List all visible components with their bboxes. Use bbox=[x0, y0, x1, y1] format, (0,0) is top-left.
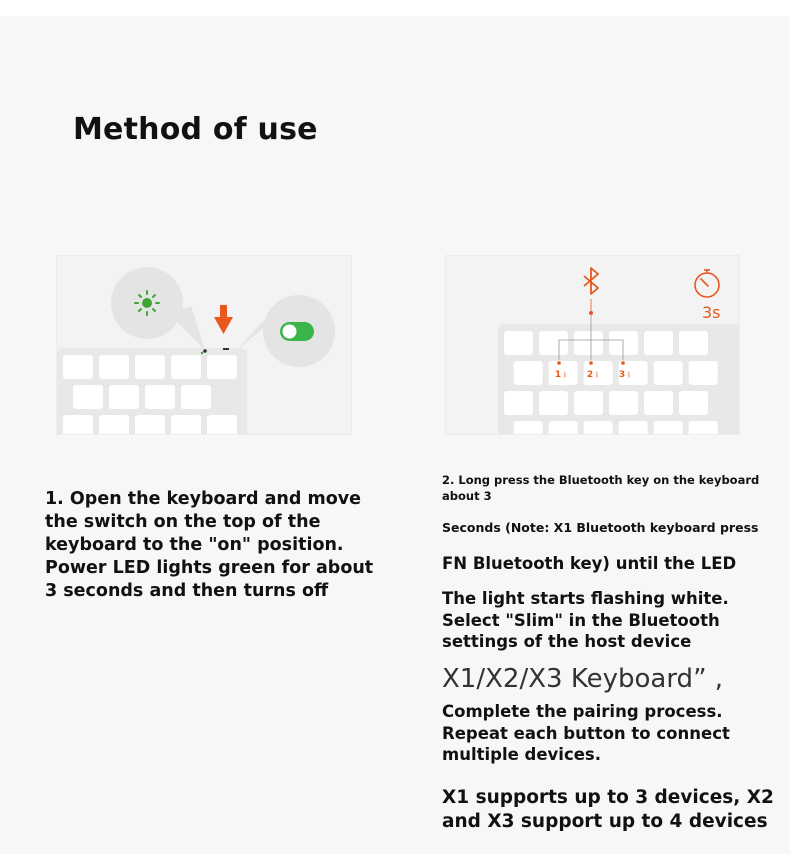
keyboard-key bbox=[644, 391, 673, 415]
down-arrow-icon bbox=[214, 305, 233, 334]
bluetooth-pairing-illustration bbox=[445, 255, 740, 435]
keyboard-key bbox=[109, 385, 139, 409]
power-switch-illustration bbox=[56, 255, 352, 435]
keyboard-key bbox=[689, 421, 718, 434]
keyboard-illustration bbox=[57, 256, 351, 434]
sun-icon bbox=[135, 291, 159, 315]
keyboard-key bbox=[504, 331, 533, 355]
switch-slot bbox=[223, 348, 229, 350]
keyboard-key bbox=[679, 391, 708, 415]
timer-icon bbox=[695, 270, 719, 297]
svg-text:ᛒ: ᛒ bbox=[563, 371, 568, 379]
svg-text:ᛒ: ᛒ bbox=[595, 371, 600, 379]
keyboard-key bbox=[207, 415, 237, 434]
keyboard-key bbox=[679, 331, 708, 355]
keyboard-key bbox=[145, 385, 175, 409]
keyboard-key bbox=[63, 415, 93, 434]
keyboard-key bbox=[514, 361, 543, 385]
step2-keyboard-name: X1/X2/X3 Keyboard” , bbox=[442, 664, 724, 694]
timer-label: 3s bbox=[702, 303, 721, 322]
keyboard-keys bbox=[57, 348, 247, 434]
step2-line4: The light starts flashing white. Select "Slim" in the Bluetooth settings of the host device bbox=[442, 589, 729, 651]
bluetooth-icon bbox=[584, 268, 598, 294]
power-led bbox=[203, 349, 207, 353]
keyboard-illustration bbox=[446, 256, 739, 434]
keyboard-key bbox=[504, 391, 533, 415]
page-title: Method of use bbox=[73, 112, 318, 147]
keyboard-key bbox=[63, 355, 93, 379]
keyboard-key bbox=[584, 421, 613, 434]
step1-text: 1. Open the keyboard and move the switch on the top of the keyboard to the "on" position. Power LED lights green for about 3 seconds and then turns off bbox=[45, 489, 374, 601]
step2-line2: Seconds (Note: X1 Bluetooth keyboard press bbox=[442, 520, 759, 535]
toggle-on-icon bbox=[280, 322, 314, 341]
keyboard-key bbox=[574, 331, 603, 355]
keyboard-key bbox=[99, 415, 129, 434]
step2-line7: X1 supports up to 3 devices, X2 and X3 support up to 4 devices bbox=[442, 787, 774, 832]
step2-line3: FN Bluetooth key) until the LED bbox=[442, 554, 737, 573]
bluetooth-key-dot bbox=[589, 311, 593, 315]
keyboard-key bbox=[574, 391, 603, 415]
keyboard-key bbox=[654, 361, 683, 385]
keyboard-key bbox=[609, 391, 638, 415]
keyboard-key bbox=[689, 361, 718, 385]
keyboard-key bbox=[619, 421, 648, 434]
keyboard-key bbox=[135, 355, 165, 379]
keyboard-key bbox=[171, 355, 201, 379]
keyboard-key bbox=[171, 415, 201, 434]
keyboard-key bbox=[73, 385, 103, 409]
top-band bbox=[0, 0, 790, 16]
step2-line6: Complete the pairing process. Repeat each button to connect multiple devices. bbox=[442, 702, 730, 764]
keyboard-key bbox=[514, 421, 543, 434]
key-label-2: 2 bbox=[586, 370, 594, 380]
keyboard-key bbox=[99, 355, 129, 379]
keyboard-key bbox=[207, 355, 237, 379]
keyboard-key bbox=[609, 331, 638, 355]
keyboard-key bbox=[539, 331, 568, 355]
keyboard-key bbox=[539, 391, 568, 415]
step2-line1: 2. Long press the Bluetooth key on the keyboard about 3 bbox=[442, 473, 760, 503]
keyboard-key bbox=[135, 415, 165, 434]
keyboard-key bbox=[181, 385, 211, 409]
keyboard-key bbox=[644, 331, 673, 355]
keyboard-key bbox=[549, 421, 578, 434]
key-label-1: 1 bbox=[554, 370, 562, 380]
keyboard-key bbox=[654, 421, 683, 434]
svg-text:ᛒ: ᛒ bbox=[627, 371, 632, 379]
key-label-3: 3 bbox=[618, 370, 626, 380]
